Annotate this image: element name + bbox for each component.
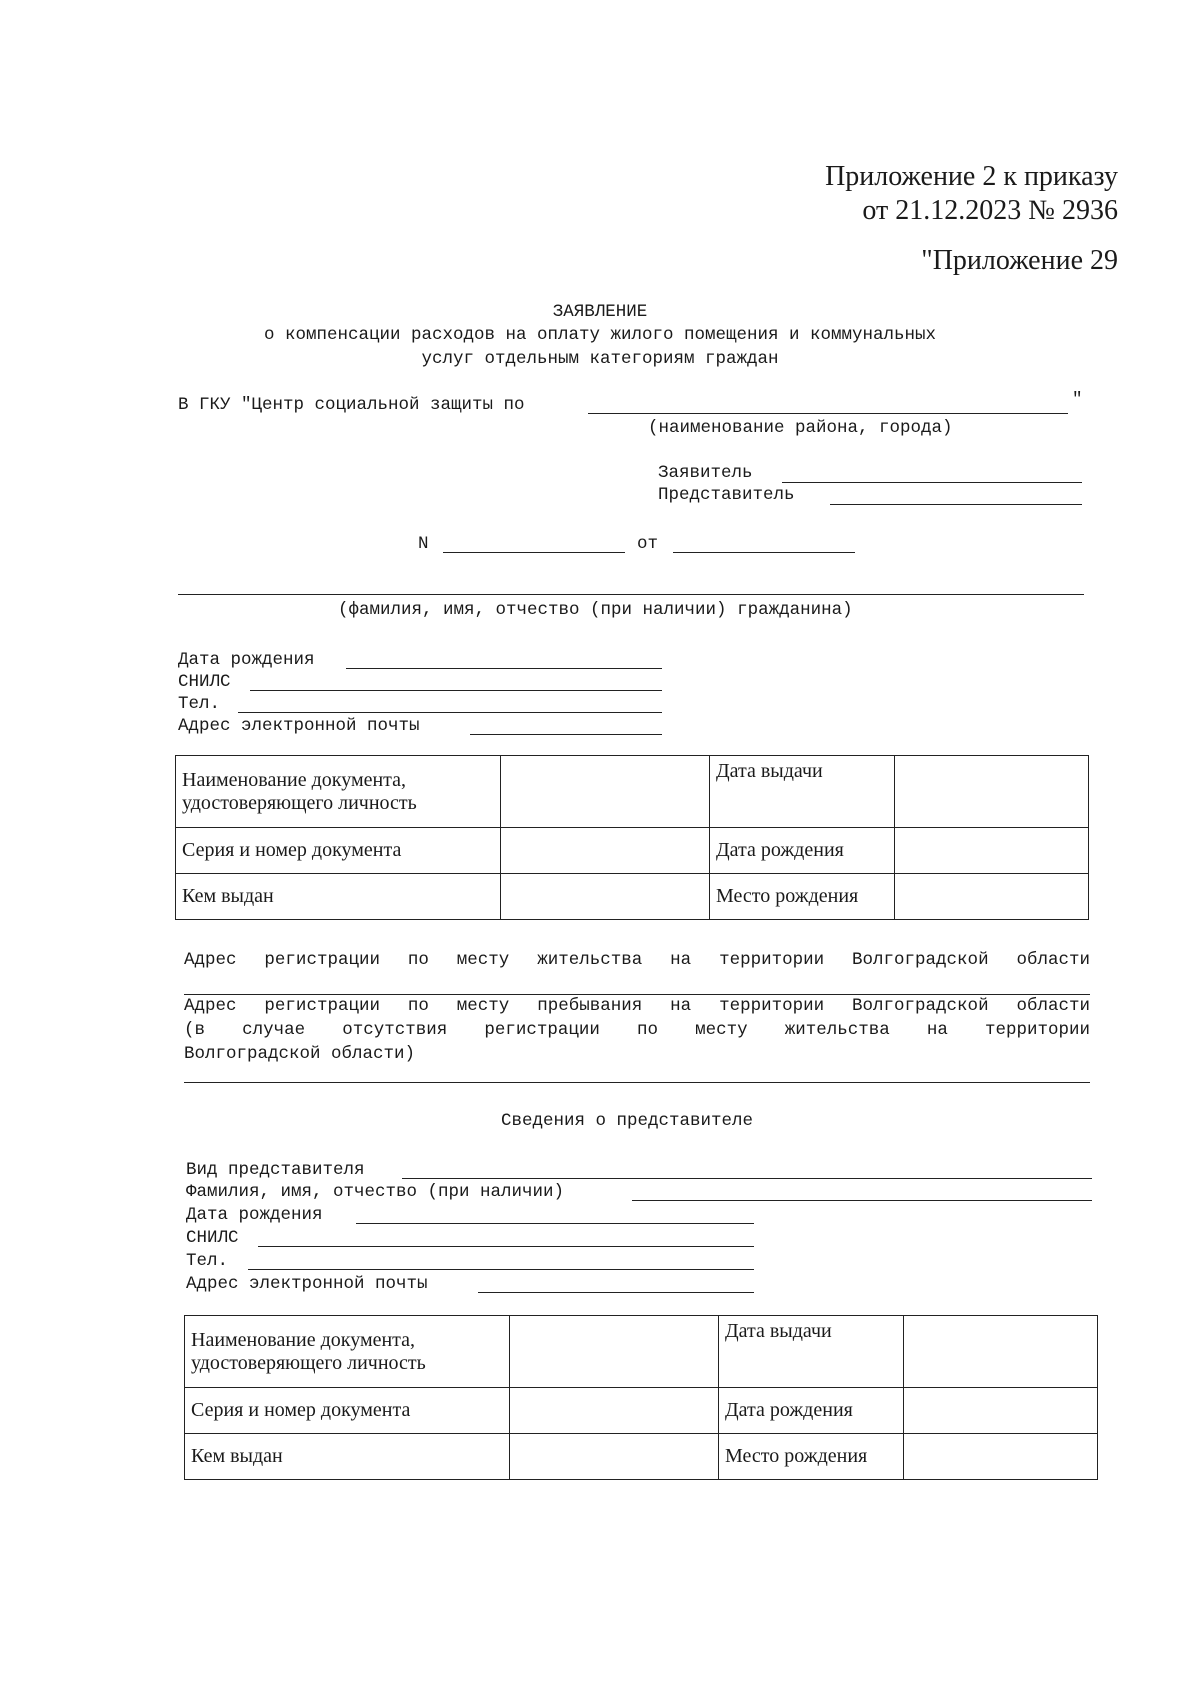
- number-field[interactable]: [443, 552, 625, 553]
- citizen-birth-date-field[interactable]: [346, 668, 662, 669]
- document-title: ЗАЯВЛЕНИЕ: [552, 302, 648, 322]
- from-label: от: [637, 534, 659, 554]
- stay-address-field[interactable]: [184, 1082, 1090, 1083]
- doc-name-value[interactable]: [501, 756, 710, 828]
- number-label: N: [418, 534, 429, 554]
- rep-doc-name-value[interactable]: [510, 1316, 719, 1388]
- representative-id-document-table: [184, 1315, 1098, 1480]
- issued-by-value[interactable]: [501, 874, 710, 920]
- birth-date-label: Дата рождения: [710, 828, 895, 874]
- doc-name-label: Наименование документа, удостоверяющего личность: [176, 756, 501, 828]
- rep-email-label: Адрес электронной почты: [186, 1274, 428, 1294]
- rep-issue-date-value[interactable]: [904, 1316, 1098, 1388]
- rep-issued-by-label: Кем выдан: [185, 1434, 510, 1480]
- applicant-label: Заявитель: [658, 463, 753, 483]
- appendix-line-2: от 21.12.2023 № 2936: [862, 195, 1118, 226]
- series-number-label: Серия и номер документа: [176, 828, 501, 874]
- birth-date-value[interactable]: [895, 828, 1089, 874]
- recipient-district-field[interactable]: [588, 413, 1068, 414]
- issue-date-label: Дата выдачи: [710, 756, 895, 828]
- rep-kind-label: Вид представителя: [186, 1160, 365, 1180]
- rep-snils-label: СНИЛС: [186, 1228, 239, 1248]
- appendix-reference: [825, 160, 1118, 228]
- issue-date-value[interactable]: [895, 756, 1089, 828]
- residence-address-label: Адрес регистрации по месту жительства на территории Волгоградской области: [184, 950, 1090, 970]
- rep-birth-place-value[interactable]: [904, 1434, 1098, 1480]
- representative-field[interactable]: [830, 504, 1082, 505]
- rep-birth-date-label: Дата рождения: [186, 1205, 323, 1225]
- stay-address-label-1: Адрес регистрации по месту пребывания на территории Волгоградской области: [184, 996, 1090, 1016]
- birth-place-value[interactable]: [895, 874, 1089, 920]
- rep-fio-label: Фамилия, имя, отчество (при наличии): [186, 1182, 565, 1202]
- series-number-value[interactable]: [501, 828, 710, 874]
- recipient-quote: ": [1072, 390, 1083, 410]
- rep-birth-date-label2: Дата рождения: [719, 1388, 904, 1434]
- citizen-email-field[interactable]: [470, 734, 662, 735]
- applicant-field[interactable]: [782, 482, 1082, 483]
- appendix-29-label: "Приложение 29: [921, 245, 1118, 276]
- appendix-line-1: Приложение 2 к приказу: [825, 161, 1118, 192]
- document-subtitle-1: о компенсации расходов на оплату жилого помещения и коммунальных: [263, 325, 937, 345]
- representative-label: Представитель: [658, 485, 795, 505]
- rep-kind-field[interactable]: [402, 1178, 1092, 1179]
- citizen-phone-field[interactable]: [238, 712, 662, 713]
- rep-fio-field[interactable]: [632, 1200, 1092, 1201]
- recipient-hint: (наименование района, города): [648, 418, 953, 438]
- citizen-email-label: Адрес электронной почты: [178, 716, 420, 736]
- birth-place-label: Место рождения: [710, 874, 895, 920]
- citizen-snils-label: СНИЛС: [178, 672, 231, 692]
- document-subtitle-2: услуг отдельным категориям граждан: [421, 349, 779, 369]
- rep-email-field[interactable]: [478, 1292, 754, 1293]
- representative-section-title: Сведения о представителе: [500, 1111, 754, 1131]
- rep-series-number-label: Серия и номер документа: [185, 1388, 510, 1434]
- residence-address-field[interactable]: [184, 994, 1090, 995]
- rep-phone-field[interactable]: [248, 1269, 754, 1270]
- stay-address-label-3: Волгоградской области): [184, 1044, 416, 1064]
- rep-issued-by-value[interactable]: [510, 1434, 719, 1480]
- rep-birth-date-value[interactable]: [904, 1388, 1098, 1434]
- rep-series-number-value[interactable]: [510, 1388, 719, 1434]
- date-field[interactable]: [673, 552, 855, 553]
- citizen-phone-label: Тел.: [178, 694, 221, 714]
- recipient-label: В ГКУ "Центр социальной защиты по: [178, 395, 525, 415]
- rep-issue-date-label: Дата выдачи: [719, 1316, 904, 1388]
- stay-address-label-2: (в случае отсутствия регистрации по месту жительства на территории: [184, 1020, 1090, 1040]
- issued-by-label: Кем выдан: [176, 874, 501, 920]
- rep-birth-place-label: Место рождения: [719, 1434, 904, 1480]
- citizen-fio-hint: (фамилия, имя, отчество (при наличии) гражданина): [338, 600, 853, 620]
- rep-phone-label: Тел.: [186, 1251, 229, 1271]
- citizen-snils-field[interactable]: [250, 690, 662, 691]
- rep-snils-field[interactable]: [258, 1246, 754, 1247]
- citizen-fio-field[interactable]: [178, 594, 1084, 595]
- citizen-id-document-table: [175, 755, 1089, 920]
- rep-birth-date-field[interactable]: [356, 1223, 754, 1224]
- citizen-birth-date-label: Дата рождения: [178, 650, 315, 670]
- rep-doc-name-label: Наименование документа, удостоверяющего личность: [185, 1316, 510, 1388]
